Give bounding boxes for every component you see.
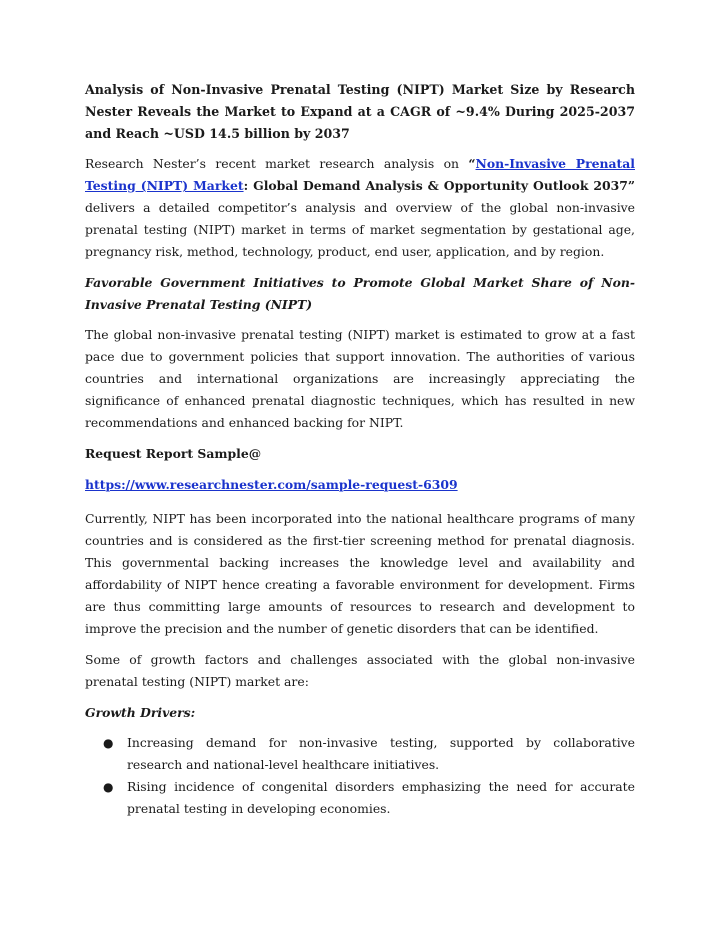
request-sample-label: Request Report Sample@ xyxy=(85,446,262,461)
list-item xyxy=(85,732,635,776)
intro-lead: Research Nester’s recent market research analysis on xyxy=(85,156,469,171)
document-page xyxy=(85,79,635,820)
sample-request-link[interactable]: https://www.researchnester.com/sample-request-6309 xyxy=(85,477,458,492)
list-item xyxy=(85,776,635,820)
section-heading: Favorable Government Initiatives to Promote Global Market Share of Non-Invasive Prenatal Testing (NIPT) xyxy=(85,275,635,312)
growth-drivers-list xyxy=(85,732,635,820)
paragraph-government-policies: The global non-invasive prenatal testing (NIPT) market is estimated to grow at a fast pace due to government policies that support innovation. The authorities of various countries and international organizations are increasingly appreciating the significance of enhanced prenatal diagnostic techniques, which has resulted in new recommendations and enhanced backing for NIPT. xyxy=(85,327,635,430)
intro-open-quote: “ xyxy=(468,156,476,171)
list-item-text: Increasing demand for non-invasive testing, supported by collaborative research and national-level healthcare initiatives. xyxy=(127,735,635,772)
intro-rest: delivers a detailed competitor’s analysis and overview of the global non-invasive prenatal testing (NIPT) market in terms of market segmentation by gestational age, pregnancy risk, method, technology, product, end user, application, and by region. xyxy=(85,200,635,259)
intro-paragraph xyxy=(85,153,635,263)
paragraph-healthcare-programs: Currently, NIPT has been incorporated into the national healthcare programs of many countries and is considered as the first-tier screening method for prenatal diagnosis. This governmental backing increases the knowledge level and availability and affordability of NIPT hence creating a favorable environment for development. Firms are thus committing large amounts of resources to research and development to improve the precision and the number of genetic disorders that can be identified. xyxy=(85,511,635,636)
paragraph-growth-intro: Some of growth factors and challenges associated with the global non-invasive prenatal testing (NIPT) market are: xyxy=(85,652,635,689)
bullet-icon: ● xyxy=(103,780,114,794)
report-name: : Global Demand Analysis & Opportunity Outlook 2037” xyxy=(243,178,635,193)
bullet-icon: ● xyxy=(103,736,114,750)
document-title: Analysis of Non-Invasive Prenatal Testing (NIPT) Market Size by Research Nester Reveals the Market to Expand at a CAGR of ~9.4% During 2025-2037 and Reach ~USD 14.5 billion by 2037 xyxy=(85,82,635,141)
market-report-link[interactable]: Non-Invasive Prenatal Testing (NIPT) Market xyxy=(85,156,635,193)
list-item-text: Rising incidence of congenital disorders emphasizing the need for accurate prenatal testing in developing economies. xyxy=(127,779,635,816)
growth-drivers-heading: Growth Drivers: xyxy=(85,705,196,720)
request-url-line xyxy=(85,474,635,496)
